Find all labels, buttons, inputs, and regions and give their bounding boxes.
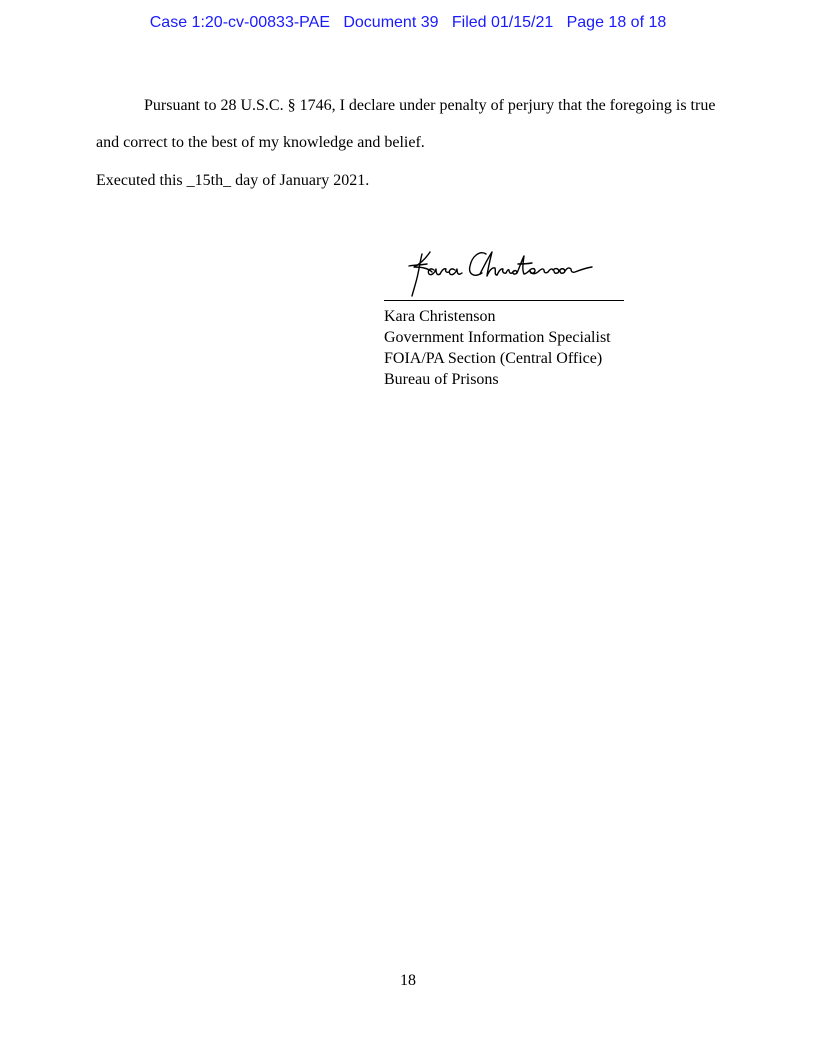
court-filing-header xyxy=(0,14,816,32)
signature-block xyxy=(384,306,611,390)
case-number: Case 1:20-cv-00833-PAE xyxy=(149,14,330,31)
declaration-line-2: and correct to the best of my knowledge and belief. xyxy=(96,134,425,151)
signer-title: Government Information Specialist xyxy=(384,329,611,346)
document-number: Document 39 xyxy=(343,14,439,31)
signer-name: Kara Christenson xyxy=(384,308,496,325)
signer-agency: Bureau of Prisons xyxy=(384,371,499,388)
page-number: 18 xyxy=(400,972,416,989)
execution-date-line: Executed this _15th_ day of January 2021. xyxy=(96,172,370,189)
page-indicator: Page 18 of 18 xyxy=(566,14,667,31)
handwritten-signature xyxy=(400,240,620,300)
signer-office: FOIA/PA Section (Central Office) xyxy=(384,350,603,367)
filed-date: Filed 01/15/21 xyxy=(451,14,554,31)
declaration-line-1: Pursuant to 28 U.S.C. § 1746, I declare under penalty of perjury that the foregoing is true xyxy=(144,97,716,114)
signature-line xyxy=(384,300,624,301)
